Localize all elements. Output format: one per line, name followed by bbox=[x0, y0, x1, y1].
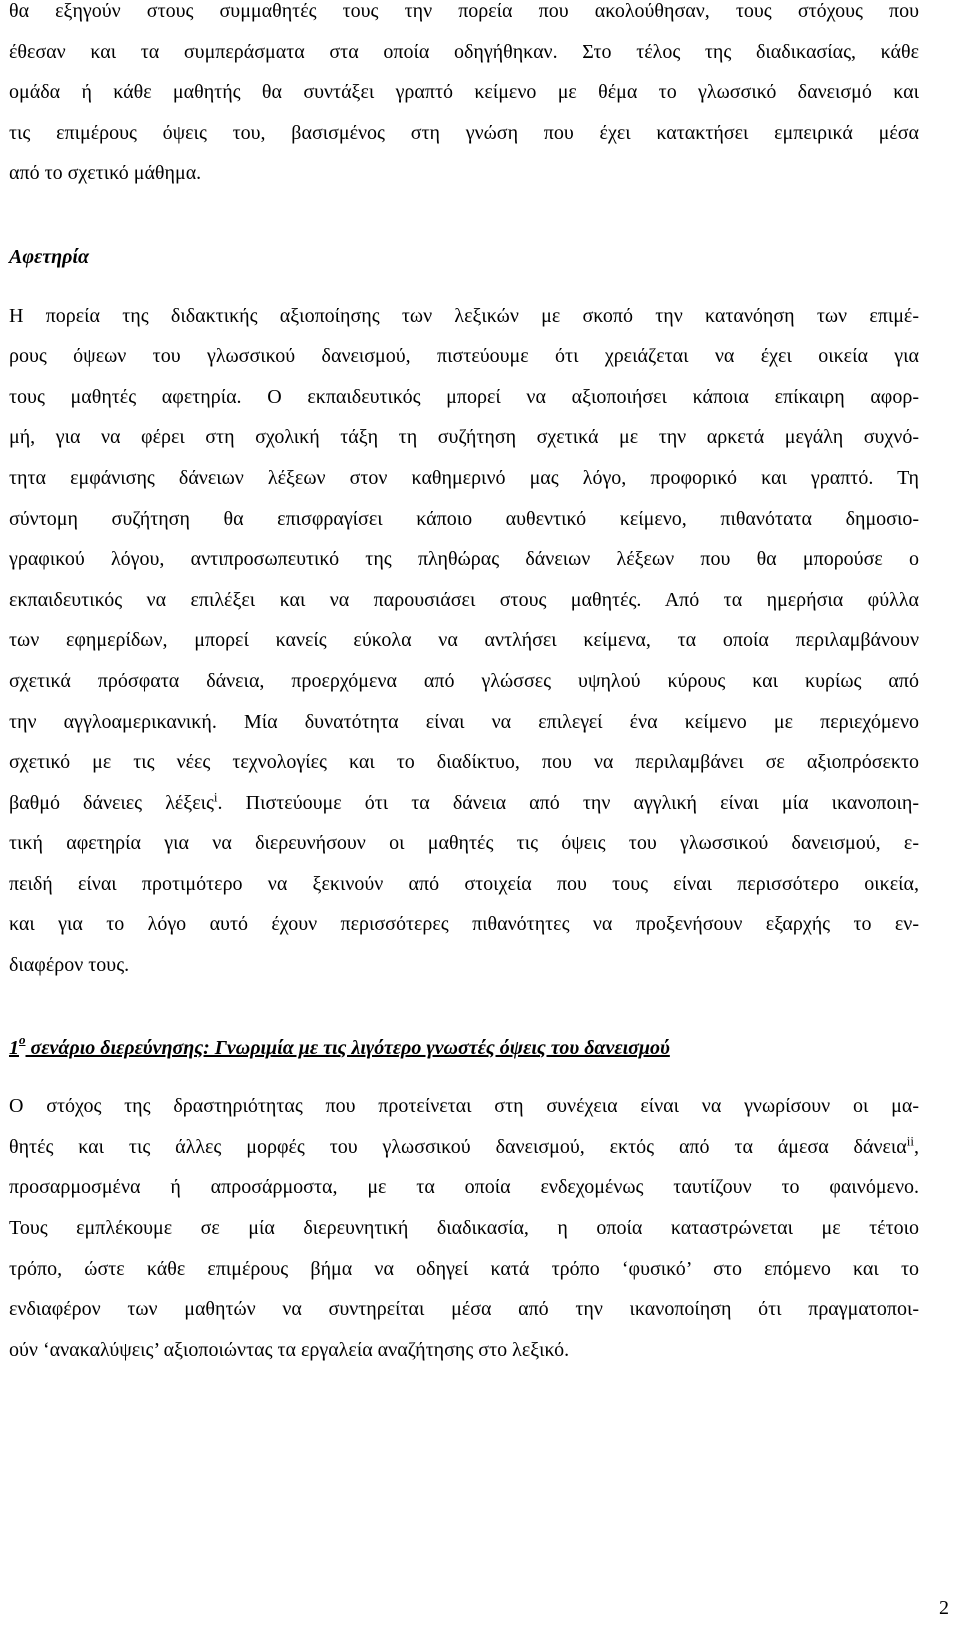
heading-number: 1 bbox=[9, 1036, 19, 1059]
heading-ordinal: ο bbox=[19, 1032, 26, 1047]
text-segment: βαθμό δάνειες λέξεις bbox=[9, 791, 214, 814]
text-line: μή, για να φέρει στη σχολική τάξη τη συζήτηση σχετικά με την αρκετά μεγάλη συχνό- bbox=[9, 426, 919, 449]
text-line: ρους όψεων του γλωσσικού δανεισμού, πιστεύουμε ότι χρειάζεται να έχει οικεία για bbox=[9, 345, 919, 368]
text-line-with-footnote bbox=[9, 783, 919, 824]
text-segment: , bbox=[914, 1135, 919, 1158]
footnote-marker: i bbox=[213, 789, 218, 805]
scenario-1-paragraph bbox=[9, 1086, 919, 1370]
text-line: διαφέρον τους. bbox=[9, 954, 130, 977]
text-line: σχετικά πρόσφατα δάνεια, προερχόμενα από γλώσσες υψηλού κύρους και κυρίως από bbox=[9, 669, 919, 692]
text-line: προσαρμοσμένα ή απροσάρμοστα, με τα οποία ενδεχομένως ταυτίζουν το φαινόμενο. bbox=[9, 1176, 919, 1199]
text-line: τις επιμέρους όψεις του, βασισμένος στη γνώση που έχει κατακτήσει εμπειρικά μέσα bbox=[9, 121, 919, 144]
page-number: 2 bbox=[939, 1597, 949, 1619]
text-line-with-footnote bbox=[9, 1127, 919, 1168]
text-line: ούν ‘ανακαλύψεις’ αξιοποιώντας τα εργαλεία αναζήτησης στο λεξικό. bbox=[9, 1338, 570, 1361]
text-line: Η πορεία της διδακτικής αξιοποίησης των λεξικών με σκοπό την κατανόηση των επιμέ- bbox=[9, 304, 919, 327]
text-line: τους μαθητές αφετηρία. Ο εκπαιδευτικός μπορεί να αξιοποιήσει κάποια επίκαιρη αφορ- bbox=[9, 385, 919, 408]
text-line: και για το λόγο αυτό έχουν περισσότερες πιθανότητες να προξενήσουν εξαρχής το εν- bbox=[9, 913, 919, 936]
text-line: σχετικό με τις νέες τεχνολογίες και το διαδίκτυο, που να περιλαμβάνει σε αξιοπρόσεκτο bbox=[9, 751, 919, 774]
text-segment: . Πιστεύουμε ότι τα δάνεια από την αγγλική είναι μία ικανοποιη- bbox=[217, 791, 919, 814]
text-line: την αγγλοαμερικανική. Μία δυνατότητα είναι να επιλεγεί ένα κείμενο με περιεχόμενο bbox=[9, 710, 919, 733]
text-line: έθεσαν και τα συμπεράσματα στα οποία οδηγήθηκαν. Στο τέλος της διαδικασίας, κάθε bbox=[9, 40, 919, 63]
text-line: θα εξηγούν στους συμμαθητές τους την πορεία που ακολούθησαν, τους στόχους που bbox=[9, 0, 919, 22]
heading-text: σενάριο διερεύνησης: Γνωριμία με τις λιγότερο γνωστές όψεις του δανεισμού bbox=[25, 1036, 670, 1059]
intro-paragraph bbox=[9, 0, 919, 194]
section-heading-afetiria: Αφετηρία bbox=[9, 245, 90, 268]
text-line: Ο στόχος της δραστηριότητας που προτείνεται στη συνέχεια είναι να γνωρίσουν οι μα- bbox=[9, 1095, 919, 1118]
text-segment: θητές και τις άλλες μορφές του γλωσσικού δανεισμού, εκτός από τα άμεσα δάνεια bbox=[9, 1135, 907, 1158]
text-line: των εφημερίδων, μπορεί κανείς εύκολα να αντλήσει κείμενα, τα οποία περιλαμβάνουν bbox=[9, 629, 919, 652]
section-heading-scenario-1 bbox=[9, 1028, 919, 1069]
text-line: σύντομη συζήτηση θα επισφραγίσει κάποιο αυθεντικό κείμενο, πιθανότατα δημοσιο- bbox=[9, 507, 919, 530]
text-line: από το σχετικό μάθημα. bbox=[9, 162, 202, 185]
afetiria-paragraph bbox=[9, 296, 919, 986]
text-line: τρόπο, ώστε κάθε επιμέρους βήμα να οδηγεί κατά τρόπο ‘φυσικό’ στο επόμενο και το bbox=[9, 1257, 919, 1280]
text-line: τητα εμφάνισης δάνειων λέξεων στον καθημερινό μας λόγο, προφορικό και γραπτό. Τη bbox=[9, 466, 919, 489]
text-line: ενδιαφέρον των μαθητών να συντηρείται μέσα από την ικανοποίηση ότι πραγματοποι- bbox=[9, 1298, 919, 1321]
text-line: Τους εμπλέκουμε σε μία διερευνητική διαδικασία, η οποία καταστρώνεται με τέτοιο bbox=[9, 1217, 919, 1240]
text-line: εκπαιδευτικός να επιλέξει και να παρουσιάσει στους μαθητές. Από τα ημερήσια φύλλα bbox=[9, 588, 919, 611]
text-line: ομάδα ή κάθε μαθητής θα συντάξει γραπτό κείμενο με θέμα το γλωσσικό δανεισμό και bbox=[9, 81, 919, 104]
text-line: πειδή είναι προτιμότερο να ξεκινούν από στοιχεία που τους είναι περισσότερο οικεία, bbox=[9, 872, 919, 895]
footnote-marker: ii bbox=[906, 1133, 914, 1149]
text-line: τική αφετηρία για να διερευνήσουν οι μαθητές τις όψεις του γλωσσικού δανεισμού, ε- bbox=[9, 832, 919, 855]
text-line: γραφικού λόγου, αντιπροσωπευτικό της πληθώρας δάνειων λέξεων που θα μπορούσε ο bbox=[9, 548, 919, 571]
